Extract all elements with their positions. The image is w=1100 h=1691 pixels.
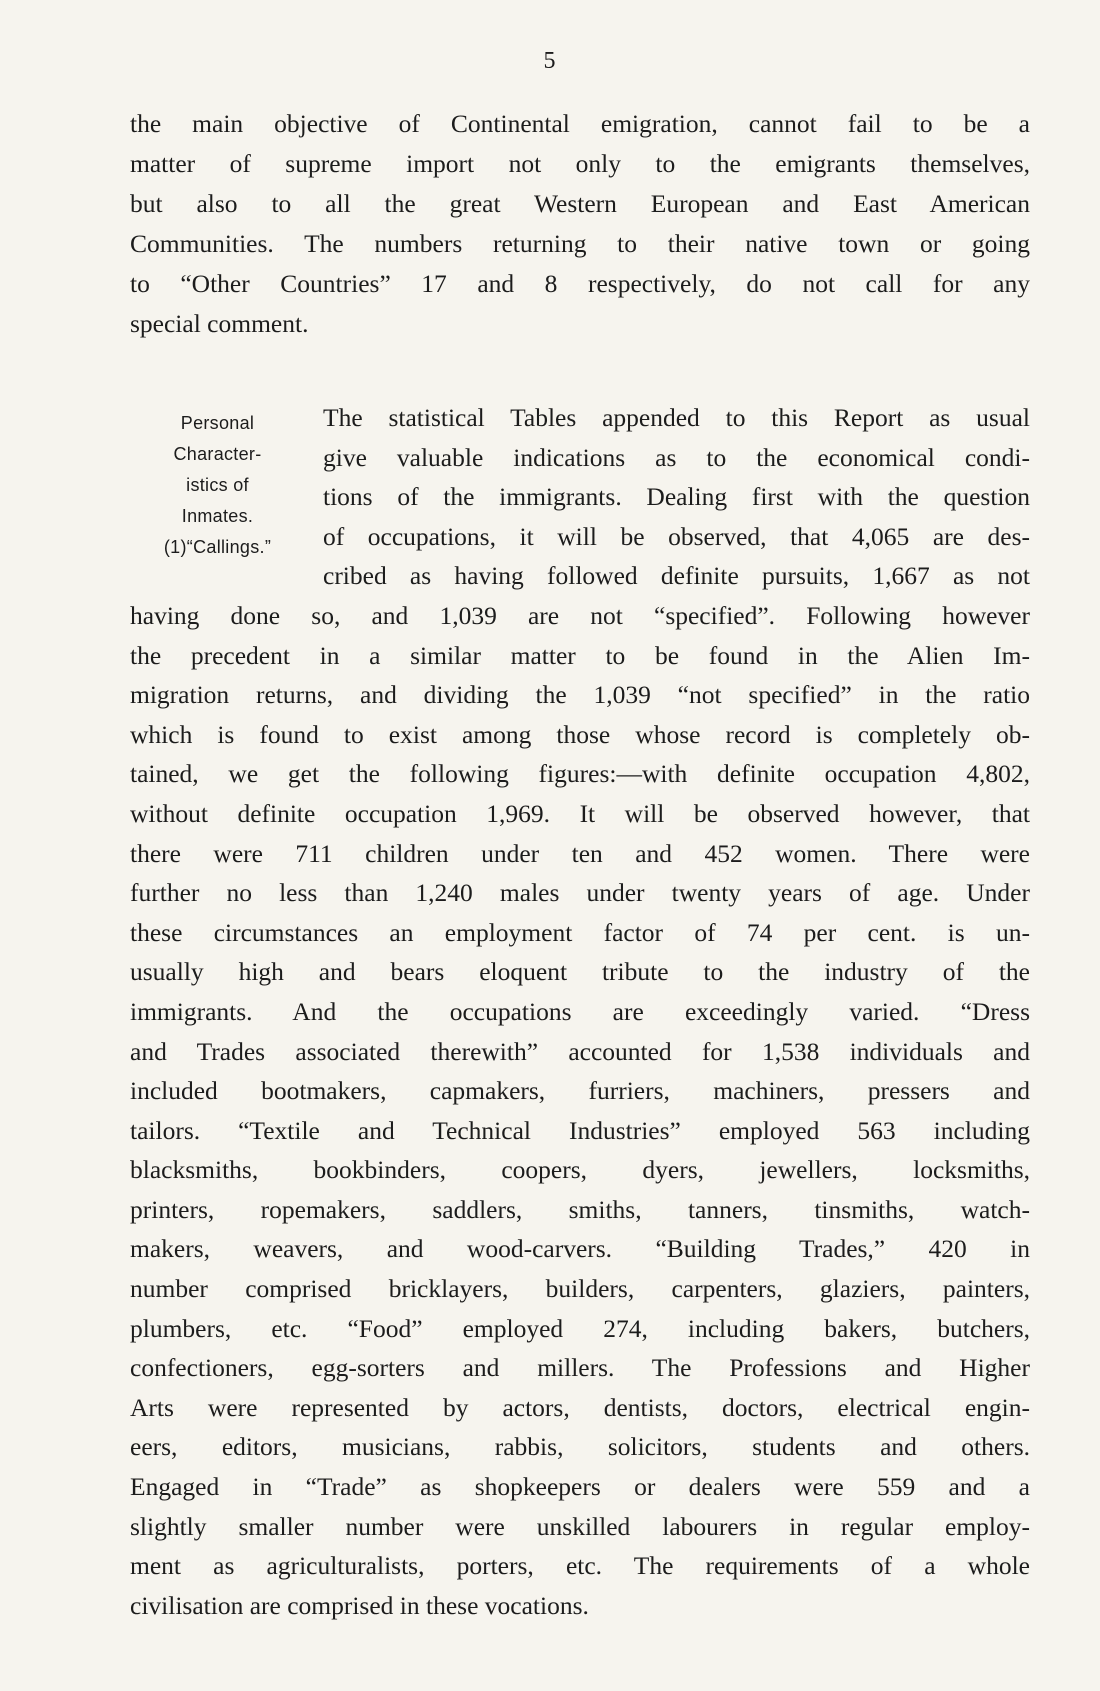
text-line: cribed as having followed definite pursuits, 1,667 as not [323, 561, 1030, 591]
text-line: ment as agriculturalists, porters, etc. The requirements of a whole [130, 1551, 1030, 1581]
margin-note-line: istics of [186, 475, 249, 495]
text-line: plumbers, etc. “Food” employed 274, including bakers, butchers, [130, 1313, 1030, 1343]
margin-note [130, 408, 305, 563]
text-line: included bootmakers, capmakers, furriers, machiners, pressers and [130, 1076, 1030, 1106]
text-line: give valuable indications as to the economical condi- [323, 442, 1030, 472]
text-line: to “Other Countries” 17 and 8 respectively, do not call for any [130, 269, 1030, 298]
text-line: without definite occupation 1,969. It will be observed however, that [130, 798, 1030, 828]
text-line: migration returns, and dividing the 1,039 “not specified” in the ratio [130, 680, 1030, 710]
text-line: which is found to exist among those whose record is completely ob- [130, 719, 1030, 749]
text-line: the main objective of Continental emigration, cannot fail to be a [130, 109, 1030, 138]
text-line: Arts were represented by actors, dentists, doctors, electrical engin- [130, 1392, 1030, 1422]
margin-note-line: Character- [173, 444, 262, 464]
text-line: eers, editors, musicians, rabbis, solicitors, students and others. [130, 1432, 1030, 1462]
page-number: 5 [543, 48, 557, 74]
text-line: of occupations, it will be observed, that 4,065 are des- [323, 521, 1030, 551]
text-line: matter of supreme import not only to the emigrants themselves, [130, 149, 1030, 178]
text-line: having done so, and 1,039 are not “specified”. Following however [130, 600, 1030, 630]
text-line: makers, weavers, and wood-carvers. “Building Trades,” 420 in [130, 1234, 1030, 1264]
text-line: usually high and bears eloquent tribute to the industry of the [130, 957, 1030, 987]
text-line: these circumstances an employment factor of 74 per cent. is un- [130, 917, 1030, 947]
text-line: but also to all the great Western European and East American [130, 189, 1030, 218]
margin-note-line: Personal [180, 413, 255, 433]
text-line: further no less than 1,240 males under twenty years of age. Under [130, 878, 1030, 908]
text-line: immigrants. And the occupations are exceedingly varied. “Dress [130, 996, 1030, 1026]
text-line: and Trades associated therewith” accounted for 1,538 individuals and [130, 1036, 1030, 1066]
section-personal-characteristics [130, 398, 1030, 1625]
text-line: civilisation are comprised in these vocations. [130, 1590, 589, 1620]
text-line: tions of the immigrants. Dealing first with the question [323, 482, 1030, 512]
text-line: slightly smaller number were unskilled labourers in regular employ- [130, 1511, 1030, 1541]
text-line: Engaged in “Trade” as shopkeepers or dealers were 559 and a [130, 1472, 1030, 1502]
text-line: there were 711 children under ten and 452 women. There were [130, 838, 1030, 868]
text-line: The statistical Tables appended to this Report as usual [323, 403, 1030, 432]
text-line: number comprised bricklayers, builders, carpenters, glaziers, painters, [130, 1274, 1030, 1304]
paragraph-callings [130, 398, 1030, 1625]
margin-note-line: (1)“Callings.” [163, 537, 272, 557]
margin-note-line: Inmates. [181, 506, 254, 526]
text-line: special comment. [130, 309, 309, 338]
text-line: blacksmiths, bookbinders, coopers, dyers, jewellers, locksmiths, [130, 1155, 1030, 1185]
text-line: Communities. The numbers returning to their native town or going [130, 229, 1030, 258]
paragraph-continental-emigration [130, 104, 1030, 344]
text-line: tailors. “Textile and Technical Industries” employed 563 including [130, 1115, 1030, 1145]
text-line: tained, we get the following figures:—with definite occupation 4,802, [130, 759, 1030, 789]
text-line: printers, ropemakers, saddlers, smiths, tanners, tinsmiths, watch- [130, 1194, 1030, 1224]
text-line: the precedent in a similar matter to be found in the Alien Im- [130, 640, 1030, 670]
text-line: confectioners, egg-sorters and millers. The Professions and Higher [130, 1353, 1030, 1383]
